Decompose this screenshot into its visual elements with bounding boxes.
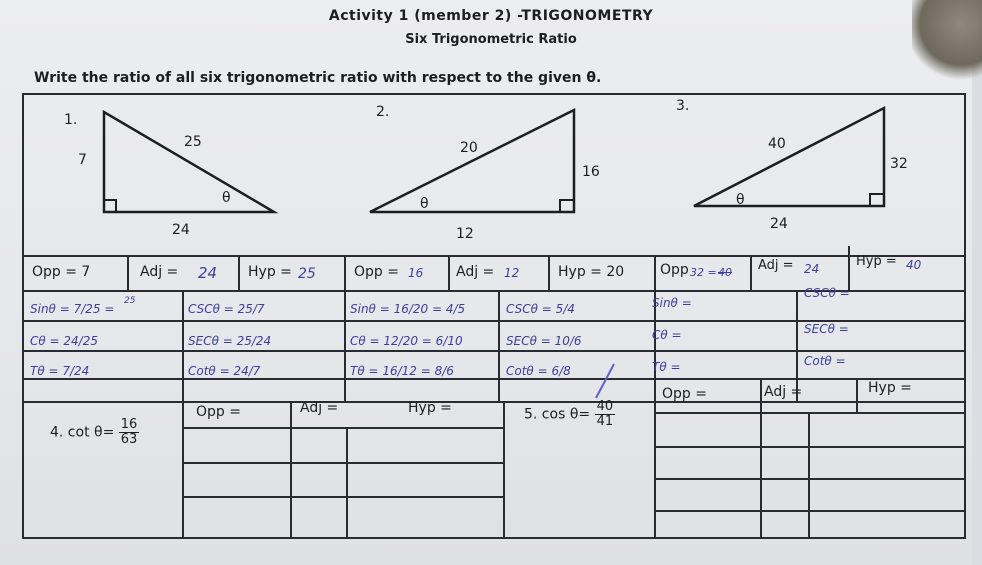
problem-4-label: 4. cot — [50, 424, 90, 441]
p1-csc: CSCθ = 25/7 — [188, 302, 265, 316]
instruction-text: Write the ratio of all six trigonometric ratio with respect to the given θ. — [34, 70, 602, 86]
p3-hyp-label: Hyp = — [856, 254, 897, 269]
problem-4-numerator: 16 — [120, 417, 138, 432]
triangle-2-opp-label: 16 — [582, 164, 600, 180]
p1-cot: Cotθ = 24/7 — [188, 364, 261, 378]
p2-csc: CSCθ = 5/4 — [506, 302, 575, 316]
problem-5-numerator: 40 — [596, 399, 614, 414]
problem-4-opp: Opp = — [196, 404, 241, 420]
p3-sin: Sinθ = — [652, 296, 692, 310]
p3-adj-label: Adj = — [758, 258, 794, 273]
problem-5-adj: Adj = — [764, 384, 803, 400]
p3-hyp-value: 40 — [906, 258, 922, 272]
p3-cot: Cotθ = — [804, 354, 846, 368]
triangle-3-opp-label: 32 — [890, 156, 908, 172]
p2-cos: Cθ = 12/20 = 6/10 — [350, 334, 463, 348]
p2-hyp: Hyp = 20 — [558, 264, 625, 280]
p2-sin: Sinθ = 16/20 = 4/5 — [350, 302, 466, 316]
triangle-1-adj-label: 24 — [172, 222, 190, 238]
p3-sec: SECθ = — [804, 322, 849, 336]
p2-opp-value: 16 — [408, 266, 424, 280]
p1-tan: Tθ = 7/24 — [30, 364, 90, 378]
p2-adj-label: Adj = — [456, 264, 495, 280]
p3-opp-value: 32 = — [690, 266, 717, 279]
p2-adj-value: 12 — [504, 266, 520, 280]
problem-4-theta: θ= — [94, 424, 115, 441]
problem-5-hyp: Hyp = — [868, 380, 912, 396]
problem-5-fraction — [595, 400, 616, 429]
worksheet-subtitle: Six Trigonometric Ratio — [405, 32, 577, 47]
triangle-1-opp-label: 7 — [78, 152, 87, 168]
p1-hyp-label: Hyp = — [248, 264, 292, 280]
p3-opp-scratch: 40 — [718, 266, 732, 279]
triangle-2-hyp-label: 20 — [460, 140, 478, 156]
problem-number-3: 3. — [676, 98, 690, 114]
problem-5-cos-label — [524, 400, 615, 429]
triangle-2-adj-label: 12 — [456, 226, 474, 242]
p1-sin-scratch: 25 — [124, 296, 136, 306]
p3-adj-value: 24 — [804, 262, 820, 276]
worksheet-title: Activity 1 (member 2) -TRIGONOMETRY — [328, 8, 654, 24]
p3-csc: CSCθ = — [804, 286, 850, 300]
triangle-1-angle-label: θ — [222, 190, 231, 206]
problem-4-fraction — [119, 418, 140, 447]
problem-5-denominator: 41 — [596, 414, 614, 429]
triangle-3-adj-label: 24 — [770, 216, 788, 232]
problem-4-denominator: 63 — [120, 432, 138, 447]
problem-5-theta: θ= — [569, 406, 591, 423]
problem-4-adj: Adj = — [300, 400, 339, 416]
p1-opp: Opp = 7 — [32, 264, 91, 280]
problem-5-opp: Opp = — [662, 386, 707, 402]
triangle-1-hyp-label: 25 — [184, 134, 202, 150]
triangle-3-hyp-label: 40 — [768, 136, 786, 152]
p3-tan: Tθ = — [652, 360, 681, 374]
p1-adj-value: 24 — [198, 264, 218, 282]
p1-cos: Cθ = 24/25 — [30, 334, 98, 348]
p1-sin: Sinθ = 7/25 = — [30, 302, 115, 316]
triangle-2-angle-label: θ — [420, 196, 429, 212]
p3-opp-label: Opp — [660, 262, 689, 278]
problem-number-1: 1. — [64, 112, 78, 128]
problem-4-hyp: Hyp = — [408, 400, 452, 416]
p2-sec: SECθ = 10/6 — [506, 334, 582, 348]
p3-cos: Cθ = — [652, 328, 682, 342]
p2-cot: Cotθ = 6/8 — [506, 364, 571, 378]
p2-opp-label: Opp = — [354, 264, 399, 280]
p1-hyp-value: 25 — [298, 266, 316, 282]
triangle-3-angle-label: θ — [736, 192, 745, 208]
p2-tan: Tθ = 16/12 = 8/6 — [350, 364, 454, 378]
problem-5-label: 5. cos — [524, 406, 566, 423]
p1-sec: SECθ = 25/24 — [188, 334, 272, 348]
problem-4-cot-label — [50, 418, 139, 447]
problem-number-2: 2. — [376, 104, 390, 120]
p1-adj-label: Adj = — [140, 264, 179, 280]
